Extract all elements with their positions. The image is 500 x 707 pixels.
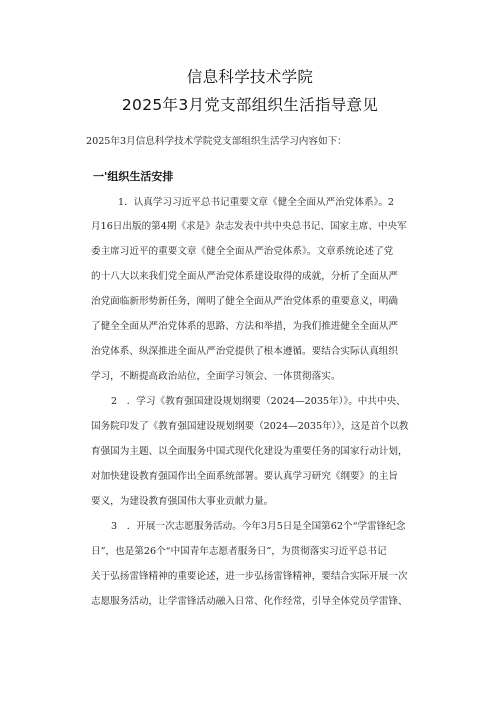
body-line: 月16日出版的第4期《求是》杂志发表中共中央总书记、国家主席、中央军 bbox=[91, 221, 407, 232]
intro-paragraph: 2025年3月信息科学技术学院党支部组织生活学习内容如下： bbox=[86, 136, 347, 147]
document-title-line2: 2025年3月党支部组织生活指导意见 bbox=[121, 96, 379, 114]
section-heading: 一'组织生活安排 bbox=[93, 170, 174, 183]
body-line: 治党面临新形势新任务，阐明了健全全面从严治党体系的重要意义，明确 bbox=[91, 296, 398, 307]
body-line: 治党体系、纵深推进全面从严治党提供了根本遵循。要结合实际认真组织 bbox=[91, 346, 398, 357]
body-line: 委主席习近平的重要文章《健全全面从严治党体系》。文章系统论述了党 bbox=[91, 246, 394, 257]
body-line: 的十八大以来我们党全面从严治党体系建设取得的成就，分析了全面从严 bbox=[91, 271, 398, 282]
body-line: 关于弘扬雷锋精神的重要论述，进一步弘扬雷锋精神，要结合实际开展一次 bbox=[91, 571, 408, 582]
body-line: 学习，不断提高政治站位，全面学习领会、一体贯彻落实。 bbox=[91, 371, 341, 382]
body-line: 对加快建设教育强国作出全面系统部署。要认真学习研究《纲要》的主旨 bbox=[91, 471, 398, 482]
body-line: 1．认真学习习近平总书记重要文章《健全全面从严治党体系》。2 bbox=[118, 197, 395, 208]
document-title-line1: 信息科学技术学院 bbox=[186, 68, 314, 86]
body-line: 育强国为主题、以全面服务中国式现代化建设为重要任务的国家行动计划， bbox=[91, 446, 408, 457]
body-line: 3 ．开展一次志愿服务活动。今年3月5日是全国第62个“学雷锋纪念 bbox=[111, 521, 406, 532]
body-line: 2 ．学习《教育强国建设规划纲要（2024—2035年）》。中共中央、 bbox=[111, 396, 406, 407]
body-line: 要义，为建设教育强国伟大事业贡献力量。 bbox=[91, 496, 274, 507]
body-line: 国务院印发了《教育强国建设规划纲要（2024—2035年）》，这是首个以教 bbox=[91, 421, 409, 432]
body-line: 日”，也是第26个“中国青年志愿者服务日”，为贯彻落实习近平总书记 bbox=[91, 546, 387, 557]
body-line: 了健全全面从严治党体系的思路、方法和举措，为我们推进健全全面从严 bbox=[91, 321, 398, 332]
body-line: 志愿服务活动，让学雷锋活动融入日常、化作经常，引导全体党员学雷锋、 bbox=[91, 596, 408, 607]
